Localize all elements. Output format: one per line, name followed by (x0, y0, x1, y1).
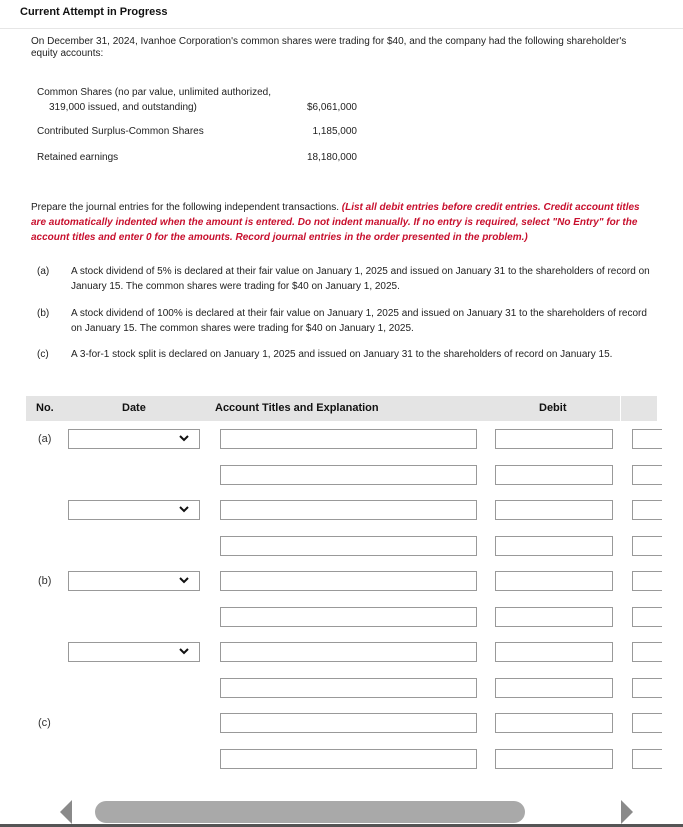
account-input[interactable] (220, 678, 477, 698)
chevron-down-icon (179, 504, 189, 514)
debit-input[interactable] (495, 642, 613, 662)
debit-input[interactable] (495, 678, 613, 698)
transaction-c-letter: (c) (37, 349, 49, 360)
credit-input[interactable] (632, 536, 662, 556)
transaction-b-text: A stock dividend of 100% is declared at their fair value on January 1, 2025 and issued on January 31 to the shareholders of record on January 15. The common shares were trading for $40 on January 1, 2025. (71, 308, 647, 334)
col-divider (620, 396, 621, 421)
account-input[interactable] (220, 713, 477, 733)
account-input[interactable] (220, 571, 477, 591)
credit-input[interactable] (632, 642, 662, 662)
credit-input[interactable] (632, 749, 662, 769)
entry-label-c: (c) (38, 717, 51, 729)
date-select-a2[interactable] (68, 500, 200, 520)
chevron-down-icon (179, 646, 189, 656)
equity-common-shares-label: Common Shares (no par value, unlimited authorized, (37, 87, 272, 98)
account-input[interactable] (220, 749, 477, 769)
debit-input[interactable] (495, 465, 613, 485)
page-header (0, 0, 683, 29)
instructions (31, 200, 656, 245)
debit-input[interactable] (495, 429, 613, 449)
account-input[interactable] (220, 536, 477, 556)
date-select-b[interactable] (68, 571, 200, 591)
debit-input[interactable] (495, 571, 613, 591)
equity-retained-earnings-value: 18,180,000 (306, 152, 357, 163)
chevron-down-icon (179, 575, 189, 585)
equity-contributed-surplus-label: Contributed Surplus-Common Shares (37, 126, 204, 137)
col-header-date: Date (122, 402, 146, 414)
debit-input[interactable] (495, 500, 613, 520)
debit-input[interactable] (495, 713, 613, 733)
scrollbar-thumb[interactable] (95, 801, 525, 823)
debit-input[interactable] (495, 749, 613, 769)
col-header-no: No. (36, 402, 54, 414)
account-input[interactable] (220, 429, 477, 449)
problem-intro: On December 31, 2024, Ivanhoe Corporation's common shares were trading for $40, and the company had the following shareholder's equity accounts: (31, 36, 627, 59)
transaction-b-letter: (b) (37, 308, 50, 319)
credit-input[interactable] (632, 500, 662, 520)
page-header-title: Current Attempt in Progress (20, 6, 168, 18)
entry-label-a: (a) (38, 433, 52, 445)
scroll-right-arrow-icon (621, 800, 633, 824)
entry-label-b: (b) (38, 575, 52, 587)
col-header-debit: Debit (539, 402, 567, 414)
scroll-left-arrow-icon (60, 800, 72, 824)
equity-common-shares-label-cont: 319,000 issued, and outstanding) (49, 102, 197, 113)
account-input[interactable] (220, 500, 477, 520)
instructions-lead: Prepare the journal entries for the following independent transactions. (31, 202, 339, 213)
instructions-note: (List all debit entries before credit entries. Credit account titles are automatically indented when the amount is entered. Do not indent manually. If no entry is required, select "No Entry" for the account titles and enter 0 for the amounts. Record journal entries in the order presented in the problem.) (31, 202, 640, 243)
credit-input[interactable] (632, 429, 662, 449)
transaction-c-text: A 3-for-1 stock split is declared on January 1, 2025 and issued on January 31 to the shareholders of record on January 15. (71, 349, 613, 360)
credit-input[interactable] (632, 713, 662, 733)
credit-input[interactable] (632, 607, 662, 627)
debit-input[interactable] (495, 536, 613, 556)
credit-input[interactable] (632, 571, 662, 591)
equity-retained-earnings-label: Retained earnings (37, 152, 119, 163)
transaction-a-text: A stock dividend of 5% is declared at their fair value on January 1, 2025 and issued on January 31 to the shareholders of record on January 15. The common shares were trading for $40 on January 1, 2025. (71, 266, 650, 292)
equity-common-shares-value: $6,061,000 (306, 102, 357, 113)
credit-input[interactable] (632, 678, 662, 698)
account-input[interactable] (220, 642, 477, 662)
col-header-account: Account Titles and Explanation (215, 402, 379, 414)
chevron-down-icon (179, 433, 189, 443)
equity-contributed-surplus-value: 1,185,000 (312, 126, 357, 137)
transaction-a-letter: (a) (37, 266, 50, 277)
date-select-a[interactable] (68, 429, 200, 449)
account-input[interactable] (220, 465, 477, 485)
date-select-b2[interactable] (68, 642, 200, 662)
debit-input[interactable] (495, 607, 613, 627)
journal-table-header (26, 396, 657, 421)
credit-input[interactable] (632, 465, 662, 485)
account-input[interactable] (220, 607, 477, 627)
